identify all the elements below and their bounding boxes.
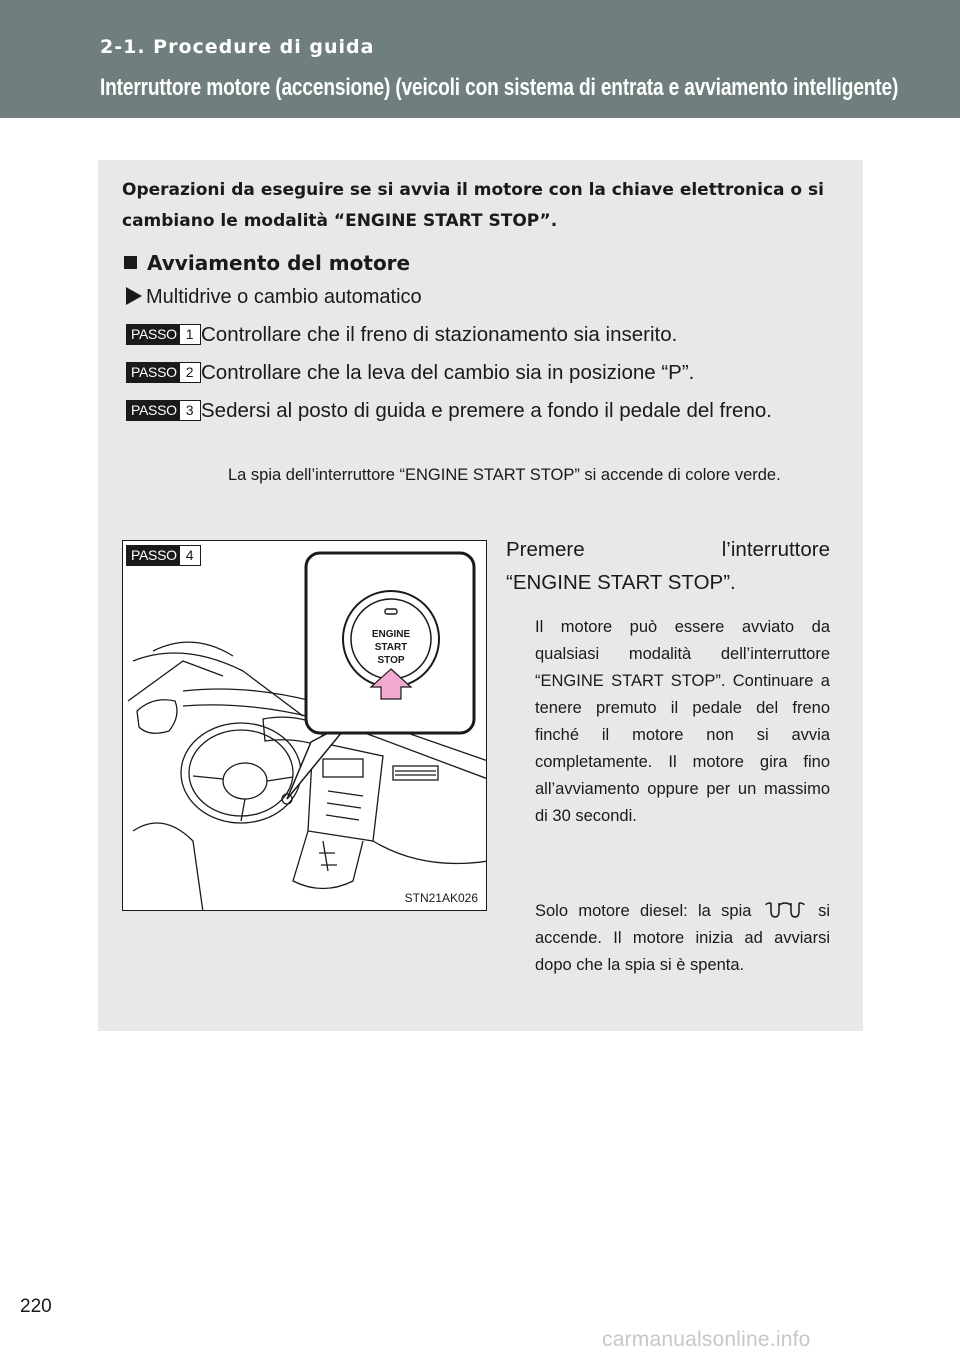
step-badge: [126, 362, 201, 383]
glow-plug-indicator-icon: [762, 900, 808, 920]
step-text: Sedersi al posto di guida e premere a fondo il pedale del freno.: [201, 399, 772, 422]
steering-wheel: [181, 723, 301, 823]
steering-wheel-inner: [189, 730, 293, 816]
figure-code: STN21AK026: [404, 891, 478, 905]
subsection-title: Avviamento del motore: [147, 251, 411, 275]
seat-outline: [133, 823, 203, 911]
step-note: Il motore può essere avviato da qualsiasi modalità dell’interruttore “ENGINE START STOP”. Continuare a tenere premuto il pedale del freno finché il motore non si avvia completamente. Il motore gira fino all’avviamento oppure per un massimo di 30 secondi.: [535, 618, 830, 825]
dashboard-illustration: [122, 540, 487, 911]
side-mirror: [137, 700, 177, 734]
step-text: Controllare che la leva del cambio sia in posizione “P”.: [201, 361, 695, 384]
step-badge-number: 3: [180, 401, 200, 420]
square-bullet-icon: [124, 256, 137, 269]
button-label-line1: ENGINE: [371, 629, 411, 640]
shift-gate: [319, 841, 337, 871]
windshield-line: [133, 653, 303, 716]
button-label-line3: STOP: [377, 655, 405, 666]
diesel-note-part2: si accende. Il motore inizia ad avviarsi dopo che la spia si è spenta.: [535, 902, 830, 974]
page-number: 220: [20, 1296, 52, 1317]
step-badge-number: 2: [180, 363, 200, 382]
step-badge: [126, 324, 201, 345]
diesel-note-part1: Solo motore diesel: la spia: [535, 902, 752, 920]
step-note: La spia dell’interruttore “ENGINE START STOP” si accende di colore verde.: [228, 466, 781, 484]
passenger-floor: [373, 841, 487, 864]
step-badge-label: PASSO: [127, 546, 180, 565]
center-display: [323, 759, 363, 777]
air-vent: [393, 766, 438, 780]
step-badge-label: PASSO: [127, 401, 180, 420]
subsection-heading: [124, 251, 410, 275]
steering-hub: [223, 763, 267, 799]
step-badge: [126, 400, 201, 421]
step-badge-number: 1: [180, 325, 200, 344]
step-badge-number: 4: [180, 546, 200, 565]
step-text-line1: Premere l’interruttore: [506, 538, 830, 561]
step-text-line2: “ENGINE START STOP”.: [506, 571, 736, 594]
step-badge-label: PASSO: [127, 363, 180, 382]
step-text: Controllare che il freno di stazionamento sia inserito.: [201, 323, 678, 346]
step-badge-label: PASSO: [127, 325, 180, 344]
section-label: 2-1. Procedure di guida: [100, 36, 375, 58]
button-label-line2: START: [374, 642, 408, 653]
dashboard-drawing: [123, 541, 487, 911]
door-line: [128, 661, 223, 701]
center-controls: [326, 791, 363, 820]
page-title: Interruttore motore (accensione) (veicoli con sistema di entrata e avviamento intelligente): [100, 74, 899, 101]
vent-slats: [395, 771, 436, 775]
page-header: [0, 0, 960, 118]
triangle-bullet-icon: [126, 287, 142, 305]
watermark: carmanualsonline.info: [602, 1328, 811, 1351]
diesel-note: [535, 898, 830, 979]
variant-label: [126, 286, 422, 309]
variant-text: Multidrive o cambio automatico: [146, 286, 422, 308]
intro-text: Operazioni da eseguire se si avvia il motore con la chiave elettronica o si cambiano le modalità “ENGINE START STOP”.: [122, 180, 824, 231]
shifter-console: [293, 831, 363, 889]
step-badge: [126, 545, 201, 566]
